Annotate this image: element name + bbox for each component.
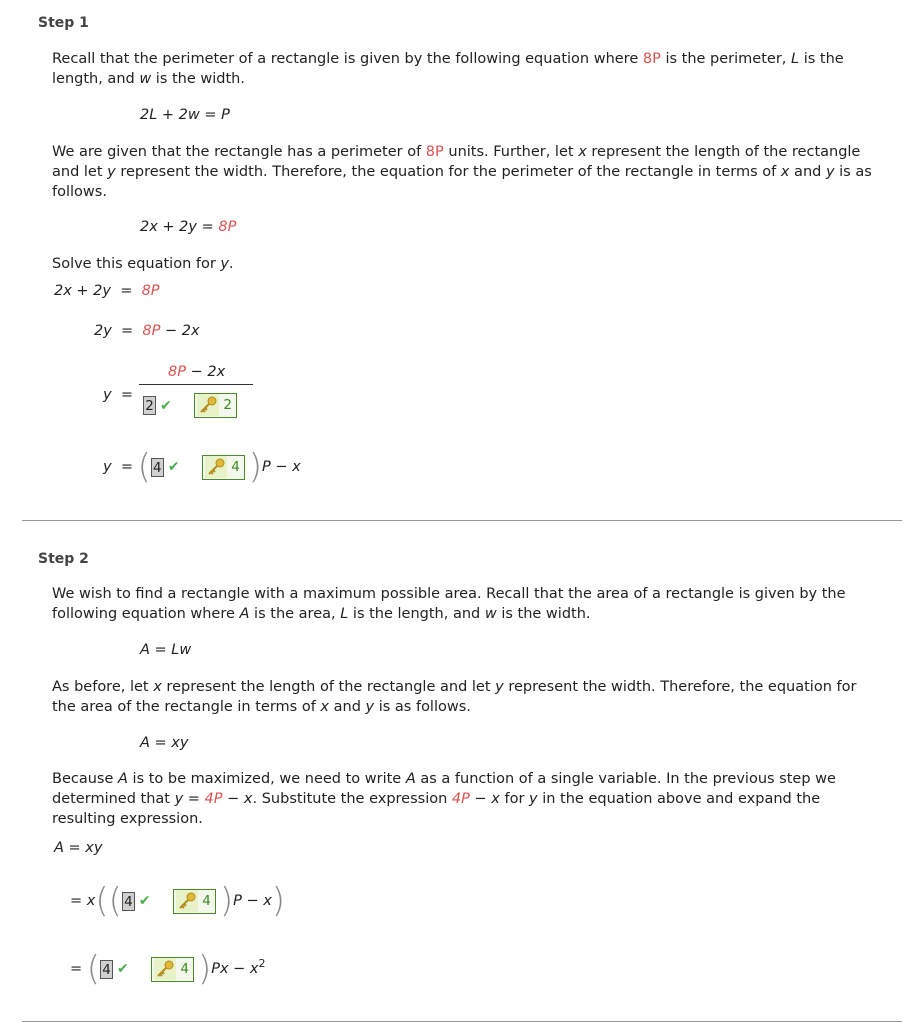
left-paren: ( bbox=[137, 447, 151, 487]
key-icon bbox=[197, 394, 219, 416]
step-1-title: Step 1 bbox=[38, 15, 89, 31]
answer-key-box[interactable] bbox=[202, 455, 245, 480]
key-icon bbox=[205, 456, 227, 478]
area-formula: A = Lw bbox=[140, 642, 192, 658]
exponent: 2 bbox=[258, 957, 266, 971]
check-icon: ✔ bbox=[138, 893, 151, 909]
perimeter-formula: 2L + 2w = P bbox=[140, 107, 230, 123]
inner-left-paren: ( bbox=[108, 881, 122, 921]
step-2-paragraph-2: As before, let x represent the length of the rectangle and let y represent the width. Therefore, the equation for the area of the rectangle in terms of x and y is as follows. bbox=[52, 679, 857, 715]
key-answer-value: 4 bbox=[202, 892, 211, 909]
check-icon: ✔ bbox=[160, 397, 172, 414]
solve-line-2: 2y = 8P − 2x bbox=[94, 323, 200, 339]
outer-left-paren: ( bbox=[95, 881, 109, 921]
solve-line-1: 2x + 2y = 8P bbox=[54, 283, 160, 299]
step-1-paragraph-1: Recall that the perimeter of a rectangle is given by the following equation where 8P is the perimeter, L is the length, and w is the width. bbox=[52, 51, 844, 87]
step-1-paragraph-2: We are given that the rectangle has a perimeter of 8P units. Further, let x represent the length of the rectangle and let y represent the width. Therefore, the equation for the perimeter of the rectangle in terms of x and y is as follows. bbox=[52, 144, 872, 200]
check-icon: ✔ bbox=[167, 459, 180, 475]
fraction-numerator: 8P − 2x bbox=[168, 364, 226, 380]
bottom-divider bbox=[22, 1021, 902, 1022]
solve-instruction: Solve this equation for y. bbox=[52, 256, 234, 272]
key-icon bbox=[154, 958, 176, 980]
key-icon bbox=[176, 890, 198, 912]
solve-line-4: y = ( 4 ✔ 4 )P − x bbox=[103, 447, 301, 487]
answer-box[interactable]: 4 bbox=[100, 960, 113, 979]
answer-box[interactable]: 4 bbox=[151, 458, 164, 477]
solve-line-3-lhs: y = bbox=[103, 387, 133, 403]
step-2-paragraph-1: We wish to find a rectangle with a maximum possible area. Recall that the area of a rectangle is given by the following equation where A is the area, L is the length, and w is the width. bbox=[52, 586, 846, 622]
key-answer-value: 2 bbox=[223, 397, 232, 413]
answer-box[interactable]: 4 bbox=[122, 892, 135, 911]
step-2-title: Step 2 bbox=[38, 551, 89, 567]
answer-key-box[interactable] bbox=[151, 957, 194, 982]
fraction-denominator bbox=[143, 393, 237, 418]
left-paren: ( bbox=[86, 949, 101, 989]
outer-right-paren: ) bbox=[271, 881, 286, 921]
area-equation-xy: A = xy bbox=[140, 735, 189, 751]
key-answer-value: 4 bbox=[231, 458, 240, 475]
expansion-line-1: = x(( 4 ✔ 4 )P − x) bbox=[70, 881, 286, 921]
check-icon: ✔ bbox=[117, 961, 129, 977]
right-paren: ) bbox=[248, 447, 263, 487]
area-equation-start: A = xy bbox=[54, 840, 103, 856]
fraction-bar bbox=[139, 384, 253, 385]
answer-box[interactable]: 2 bbox=[143, 396, 156, 415]
right-paren: ) bbox=[197, 949, 212, 989]
answer-key-box[interactable] bbox=[194, 393, 237, 418]
perimeter-equation-xy: 2x + 2y = 8P bbox=[140, 219, 237, 235]
inner-right-paren: ) bbox=[219, 881, 234, 921]
answer-key-box[interactable] bbox=[173, 889, 216, 914]
step-divider bbox=[22, 520, 902, 521]
expansion-line-2: = ( 4 ✔ 4 )$Px - x^2$ bbox=[70, 949, 266, 989]
step-2-paragraph-3: Because A is to be maximized, we need to write A as a function of a single variable. In the previous step we determined that y = 4P − x. Substitute the expression 4P − x for y in the equation above and expand the resulting expression. bbox=[52, 771, 836, 827]
key-answer-value: 4 bbox=[180, 960, 189, 977]
